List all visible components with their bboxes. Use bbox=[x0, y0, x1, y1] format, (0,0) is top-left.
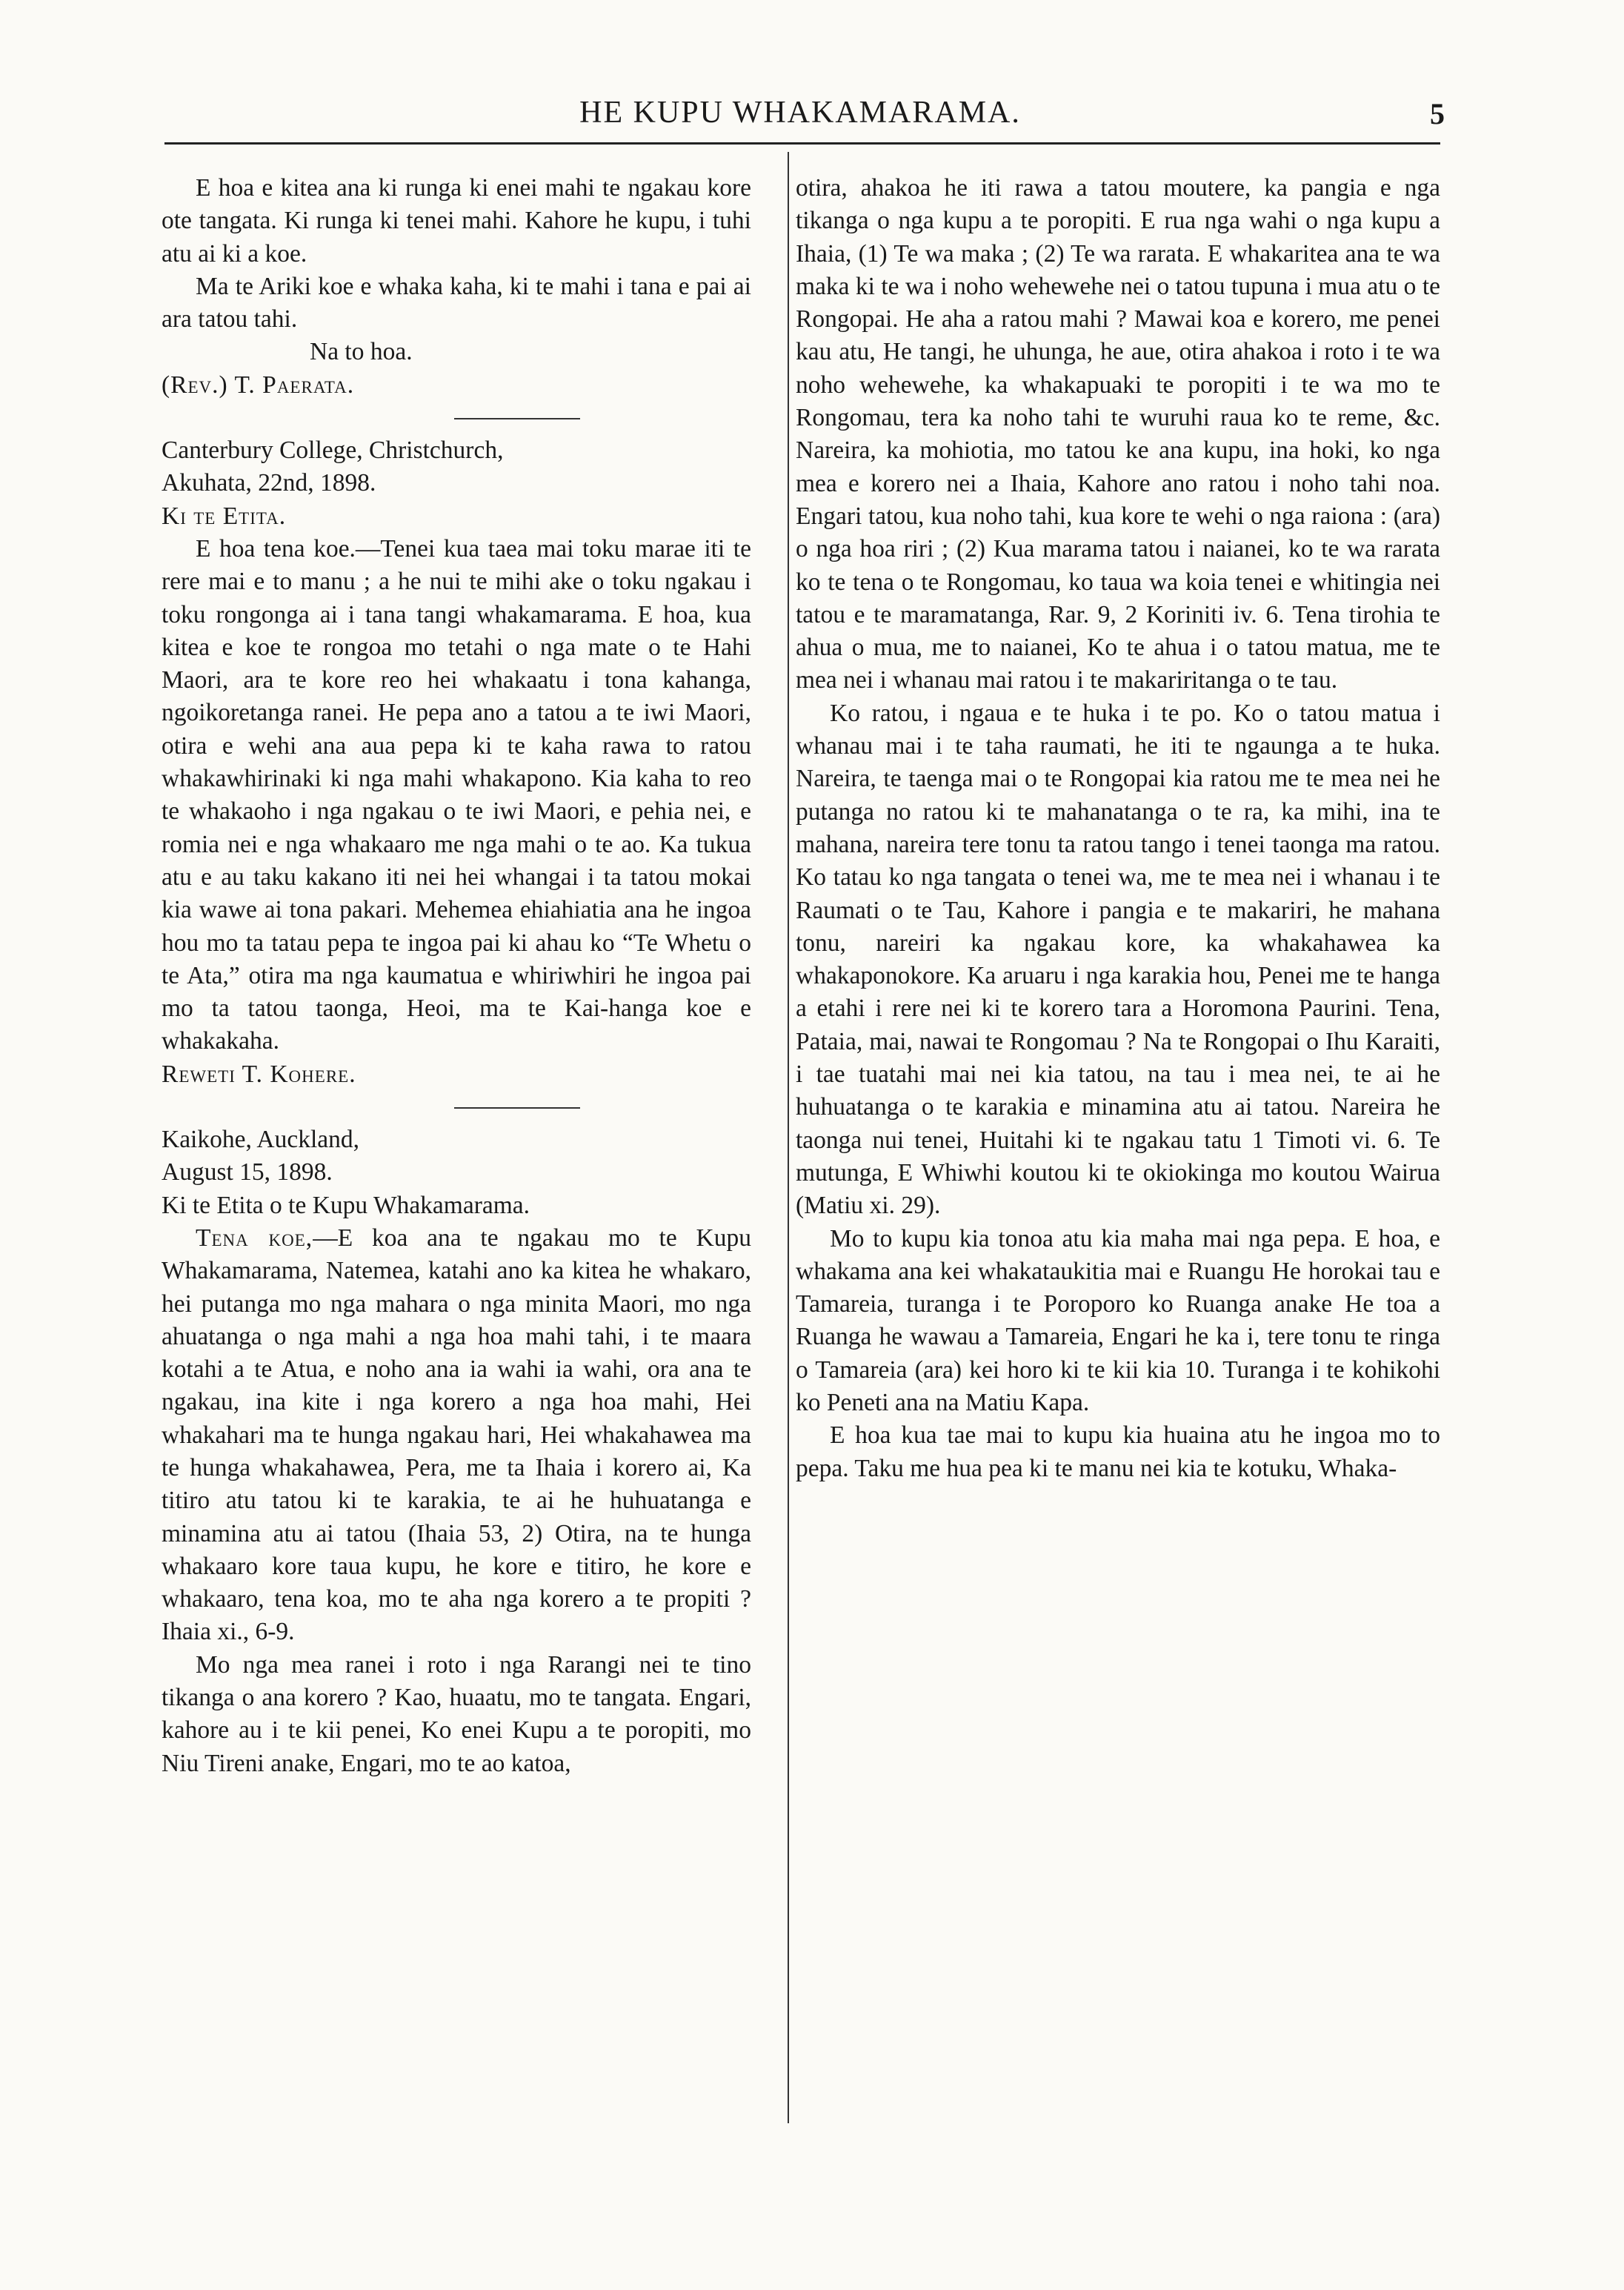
dateline-place: Canterbury College, Christchurch, bbox=[162, 437, 504, 465]
column-divider bbox=[788, 152, 789, 2123]
letter-paragraph bbox=[162, 1222, 751, 1649]
signature-line: Na to hoa. bbox=[310, 338, 413, 366]
letter-paragraph: Ko ratou, i ngaua e te huka i te po. Ko o tatou matua i whanau mai i te taha raumati, he iti te ngaunga a te huka. Nareira, te taenga mai o te Rongopai kia ratou me te mea nei he putanga no ratou ki te mahanatanga o te ra, ka mihi, ina te mahana, nareira tere tonu ta ratou tango i tenei taonga ma ratou. Ko tatau ko nga tangata o tenei wa, me te mea nei i whanau i te Raumati o te Tau, Kahore i pangia e te makariri, he mahana tonu, nareiri ka ngakau kore, ka whakahawea ka whakaponokore. Ka aruaru i nga karakia hou, Penei me te hanga a etahi i rere nei ki te korero tara a Horomona Paurini. Tena, Pataia, mai, nawai te Rongomau ? Na te Rongopai o Ihu Karaiti, i tae tuatahi mai nei kia tatou, na tau i mea nei, te ai he huhuatanga o te karakia e minamina atu ai tatou. Nareira he taonga nui tenei, Huitahi ki te ngakau tatu 1 Timoti vi. 6. Te mutunga, E Whiwhi koutou ki te okiokinga mo koutou Wairua (Matiu xi. 29). bbox=[796, 699, 1440, 1220]
letter-paragraph: E hoa tena koe.—Tenei kua taea mai toku marae iti te rere mai e to manu ; a he nui te mihi ake o toku ngakau i toku rongonga ai i tana tangi whakamarama. E hoa, kua kitea e koe te rongoa mo tetahi o nga mate o te Hahi Maori, ara te kore reo hei whakaatu i tona kahanga, ngoikoretanga ranei. He pepa ano a tatou a te iwi Maori, otira e wehi ana aua pepa ki te kaha rawa to ratou whakawhirinaki ki nga mahi whakapono. Kia kaha to reo te whakaoho i nga ngakau o te iwi Maori, e pehia nei, e romia nei e nga whakaaro me nga mahi o te ao. Ka tukua atu e au taku kakano iti nei hei whangai i ta tatou mokai kia wawe ai tona pakari. Mehemea ehiahiatia ana he ingoa hou mo ta tatau pepa te ingoa pai ki ahau ko “Te Whetu o te Ata,” otira ma nga kaumatua e whiriwhiri he ingoa pai mo ta tatou taonga, Heoi, ma te Kai-hanga koe e whakakaha. bbox=[162, 534, 751, 1055]
signature-name: Reweti T. Kohere. bbox=[162, 1060, 356, 1088]
right-column bbox=[796, 172, 1440, 1485]
letter-paragraph: Ma te Ariki koe e whaka kaha, ki te mahi i tana e pai ai ara tatou tahi. bbox=[162, 272, 751, 333]
letter-paragraph: Mo to kupu kia tonoa atu kia maha mai nga pepa. E hoa, e whakama ana kei whakataukitia mai e Ruangu He horokai tau e Tamareia, turanga i te Poroporo ko Ruanga anake He toa a Ruanga he wawau a Tamareia, Engari he ka i, tere tonu te ringa o Tamareia (ara) kei horo ki te kii kia 10. Turanga i te kohikohi ko Peneti ana na Matiu Kapa. bbox=[796, 1224, 1440, 1416]
left-column bbox=[162, 172, 751, 1780]
dateline-date: Akuhata, 22nd, 1898. bbox=[162, 469, 376, 497]
dateline-place: Kaikohe, Auckland, bbox=[162, 1126, 360, 1154]
salutation-lead: Tena koe, bbox=[196, 1224, 313, 1252]
dateline-date: August 15, 1898. bbox=[162, 1158, 333, 1187]
paragraph-text: —E koa ana te ngakau mo te Kupu Whakamarama, Natemea, katahi ano ka kitea he whakaro, hei putanga mo nga mahara o nga minita Maori, mo nga ahuatanga o nga mahi a nga hoa mahi tahi, i te maara kotahi a te Atua, e noho ana ia wahi ia wahi, ora ana te ngakau, ina kite i nga korero a nga hoa mahi, Hei whakahari ma te hunga ngakau hari, Hei whakahawea ma te hunga whakahawea, Pera, me ta Ihaia i korero ai, Ka titiro atu tatou ki te karakia, te ai he huhuatanga e minamina atu ai tatou (Ihaia 53, 2) Otira, na te hunga whakaaro kore taua kupu, he kore e titiro, he kore e whakaaro, tena koa, mo te aha nga korero a te propiti ? Ihaia xi., 6-9. bbox=[162, 1224, 751, 1646]
letter-paragraph: Mo nga mea ranei i roto i nga Rarangi nei te tino tikanga o ana korero ? Kao, huaatu, mo te tangata. Engari, kahore au i te kii penei, Ko enei Kupu a te poropiti, mo Niu Tireni anake, Engari, mo te ao katoa, bbox=[162, 1650, 751, 1777]
running-head bbox=[156, 95, 1445, 139]
letter-paragraph: E hoa e kitea ana ki runga ki enei mahi te ngakau kore ote tangata. Ki runga ki tenei mahi. Kahore he kupu, i tuhi atu ai ki a koe. bbox=[162, 174, 751, 268]
letter-paragraph: otira, ahakoa he iti rawa a tatou moutere, ka pangia e nga tikanga o nga kupu a te poropiti. E rua nga wahi o nga kupu a Ihaia, (1) Te wa maka ; (2) Te wa rarata. E whakaritea ana te wa maka ki te wa i noho wehewehe nei o tatou tupuna i mua atu o te Rongopai. He aha a ratou mahi ? Mawai koa e korero, me penei kau atu, He tangi, he uhunga, he aue, otira ahakoa i roto i te wa noho wehewehe, ka whakapuaki te poropiti i te wa mo te Rongomau, tera ka noho tahi te wuruhi raua ko te reme, &c. Nareira, ka mohiotia, mo tatou ke ana kupu, ina hoki, ko nga mea e korero nei a Ihaia, Kahore ano ratou i noho tahi noa. Engari tatou, kua noho tahi, kua kore te wehi o nga raiona : (ara) o nga hoa riri ; (2) Kua marama tatou i naianei, ko te wa rarata ko te tena o te Rongomau, ko taua wa koia tenei e whitingia nei tatou e te maramatanga, Rar. 9, 2 Koriniti iv. 6. Tena tirohia te ahua o mua, me to naianei, Ko te ahua i o tatou matua, me te mea nei i whanau mai ratou i te makariritanga o te tau. bbox=[796, 174, 1440, 694]
salutation: Ki te Etita. bbox=[162, 502, 287, 530]
section-rule bbox=[454, 418, 580, 419]
page-number: 5 bbox=[1430, 97, 1445, 130]
letter-paragraph: E hoa kua tae mai to kupu kia huaina atu he ingoa mo to pepa. Taku me hua pea ki te manu nei kia te kotuku, Whaka- bbox=[796, 1421, 1440, 1482]
salutation: Ki te Etita o te Kupu Whakamarama. bbox=[162, 1191, 530, 1219]
header-rule bbox=[164, 142, 1440, 145]
section-rule bbox=[454, 1107, 580, 1109]
page-title: HE KUPU WHAKAMARAMA. bbox=[579, 96, 1021, 130]
signature-name: (Rev.) T. Paerata. bbox=[162, 371, 355, 399]
